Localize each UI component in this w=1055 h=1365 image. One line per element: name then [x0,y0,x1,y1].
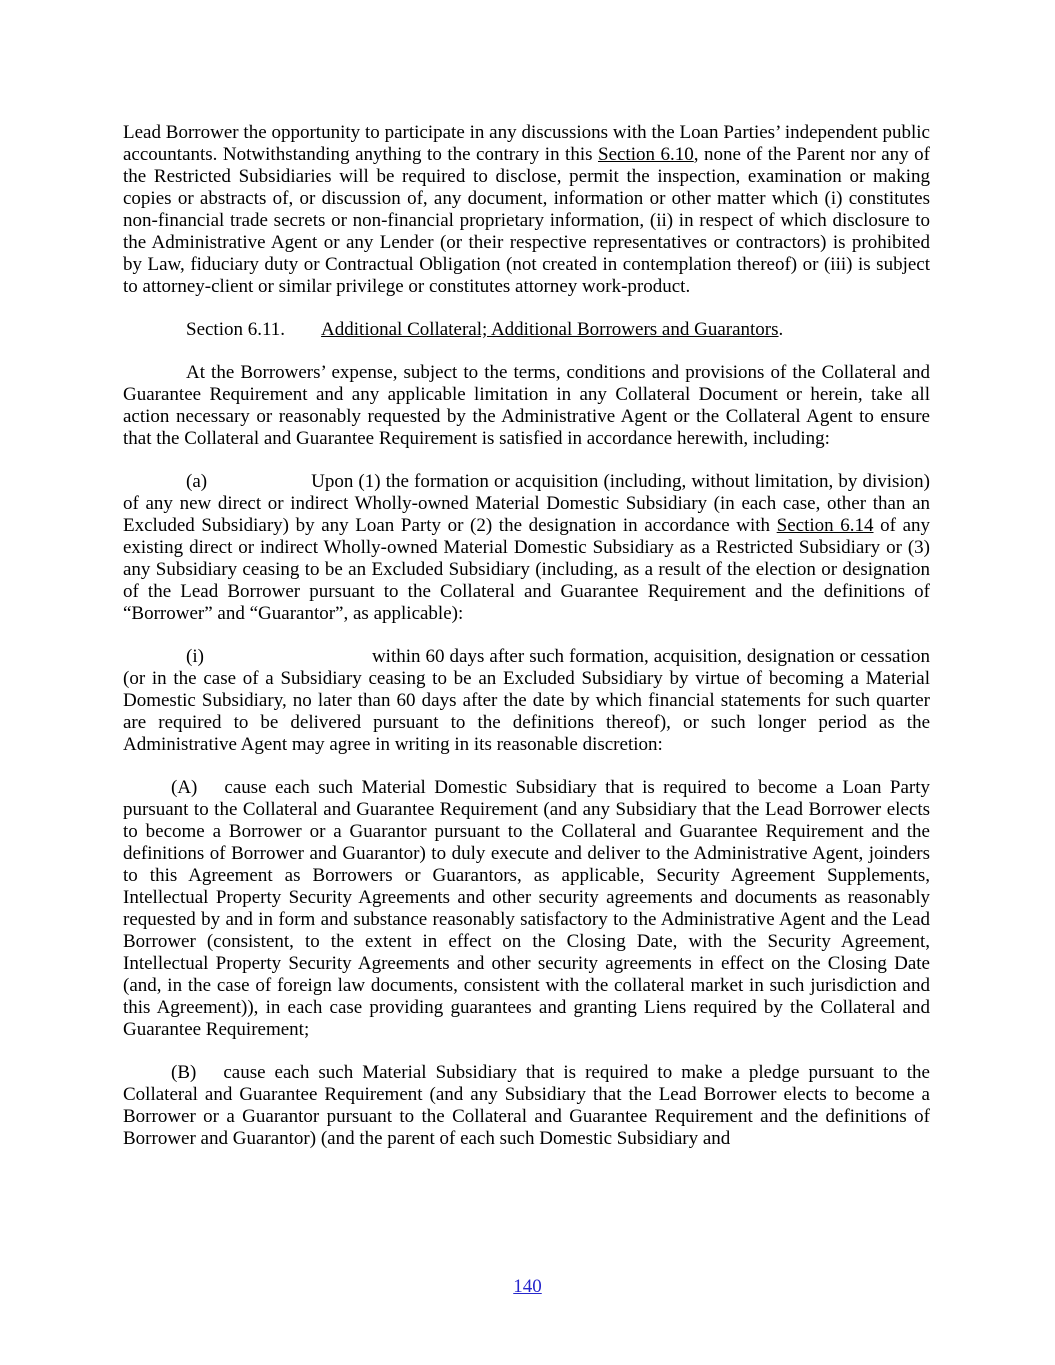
clause-label-B: (B) [171,1062,197,1083]
page-footer [0,1276,1055,1298]
paragraph-A [123,777,930,1041]
paragraph-i [123,646,930,756]
body-text: At the Borrowers’ expense, subject to the terms, conditions and provisions of the Collateral and Guarantee Requirement and any applicable limitation in any Collateral Document or herein, take all action necessary or reasonably requested by the Administrative Agent or the Collateral Agent to ensure that the Collateral and Guarantee Requirement is satisfied in accordance herewith, including: [123,362,930,449]
body-text: Lead Borrower the opportunity to participate in any discussions with the Loan Parties’ independent public accountants. Notwithstanding anything to the contrary in this [123,122,930,165]
section-number: Section 6.11. [186,319,286,340]
paragraph-a [123,471,930,625]
body-text: of any existing direct or indirect Wholly-owned Material Domestic Subsidiary as a Restricted Subsidiary or (3) any Subsidiary ceasing to be an Excluded Subsidiary (including, as a result of the election or designation of the Lead Borrower pursuant to the Collateral and Guarantee Requirement and the definitions of “Borrower” and “Guarantor”, as applicable): [123,515,930,624]
section-title: Additional Collateral; Additional Borrowers and Guarantors [321,319,779,340]
page-number-link[interactable]: 140 [513,1276,542,1297]
paragraph-intro [123,362,930,450]
clause-label-i: (i) [186,646,204,667]
clause-label-a: (a) [186,471,208,492]
paragraph-continuation [123,122,930,298]
body-text: within 60 days after such formation, acquisition, designation or cessation (or in the case of a Subsidiary ceasing to be an Excluded Subsidiary by virtue of becoming a Material Domestic Subsidiary, no later than 60 days after the date by which financial statements for such quarter are required to be delivered pursuant to the definitions thereof), or such longer period as the Administrative Agent may agree in writing in its reasonable discretion: [123,646,930,755]
clause-label-A: (A) [171,777,198,798]
body-text: , none of the Parent nor any of the Restricted Subsidiaries will be required to disclose, permit the inspection, examination or making copies or abstracts of, or discussion of, any document, information or other matter which (i) constitutes non-financial trade secrets or non-financial proprietary information, (ii) in respect of which disclosure to the Administrative Agent or any Lender (or their respective representatives or contractors) is prohibited by Law, fiduciary duty or Contractual Obligation (not created in contemplation thereof) or (iii) is subject to attorney-client or similar privilege or constitutes attorney work-product. [123,144,930,297]
section-heading [123,319,930,341]
paragraph-B [123,1062,930,1150]
body-text: cause each such Material Subsidiary that is required to make a pledge pursuant to the Collateral and Guarantee Requirement (and any Subsidiary that the Lead Borrower elects to become a Borrower or a Guarantor pursuant to the Collateral and Guarantee Requirement and the definitions of Borrower and Guarantor) (and the parent of each such Domestic Subsidiary and [123,1062,930,1149]
section-title-period: . [778,319,784,340]
section-6-10-link[interactable]: Section 6.10 [598,144,694,165]
body-text: cause each such Material Domestic Subsidiary that is required to become a Loan Party pursuant to the Collateral and Guarantee Requirement (and any Subsidiary that the Lead Borrower elects to become a Borrower or a Guarantor pursuant to the Collateral and Guarantee Requirement and the definitions of Borrower and Guarantor) to duly execute and deliver to the Administrative Agent, joinders to this Agreement as Borrowers or Guarantors, as applicable, Security Agreement Supplements, Intellectual Property Security Agreements and other security agreements and documents as reasonably requested by and in form and substance reasonably satisfactory to the Administrative Agent and the Lead Borrower (consistent, to the extent in effect on the Closing Date, with the Security Agreement, Intellectual Property Security Agreements and other security agreements in effect on the Closing Date (and, in the case of foreign law documents, consistent with the collateral market in such jurisdiction and this Agreement)), in each case providing guarantees and granting Liens required by the Collateral and Guarantee Requirement; [123,777,930,1040]
body-text: Upon (1) the formation or acquisition (including, without limitation, by division) of any new direct or indirect Wholly-owned Material Domestic Subsidiary (in each case, other than an Excluded Subsidiary) by any Loan Party or (2) the designation in accordance with [123,471,930,536]
section-6-14-link[interactable]: Section 6.14 [776,515,874,536]
